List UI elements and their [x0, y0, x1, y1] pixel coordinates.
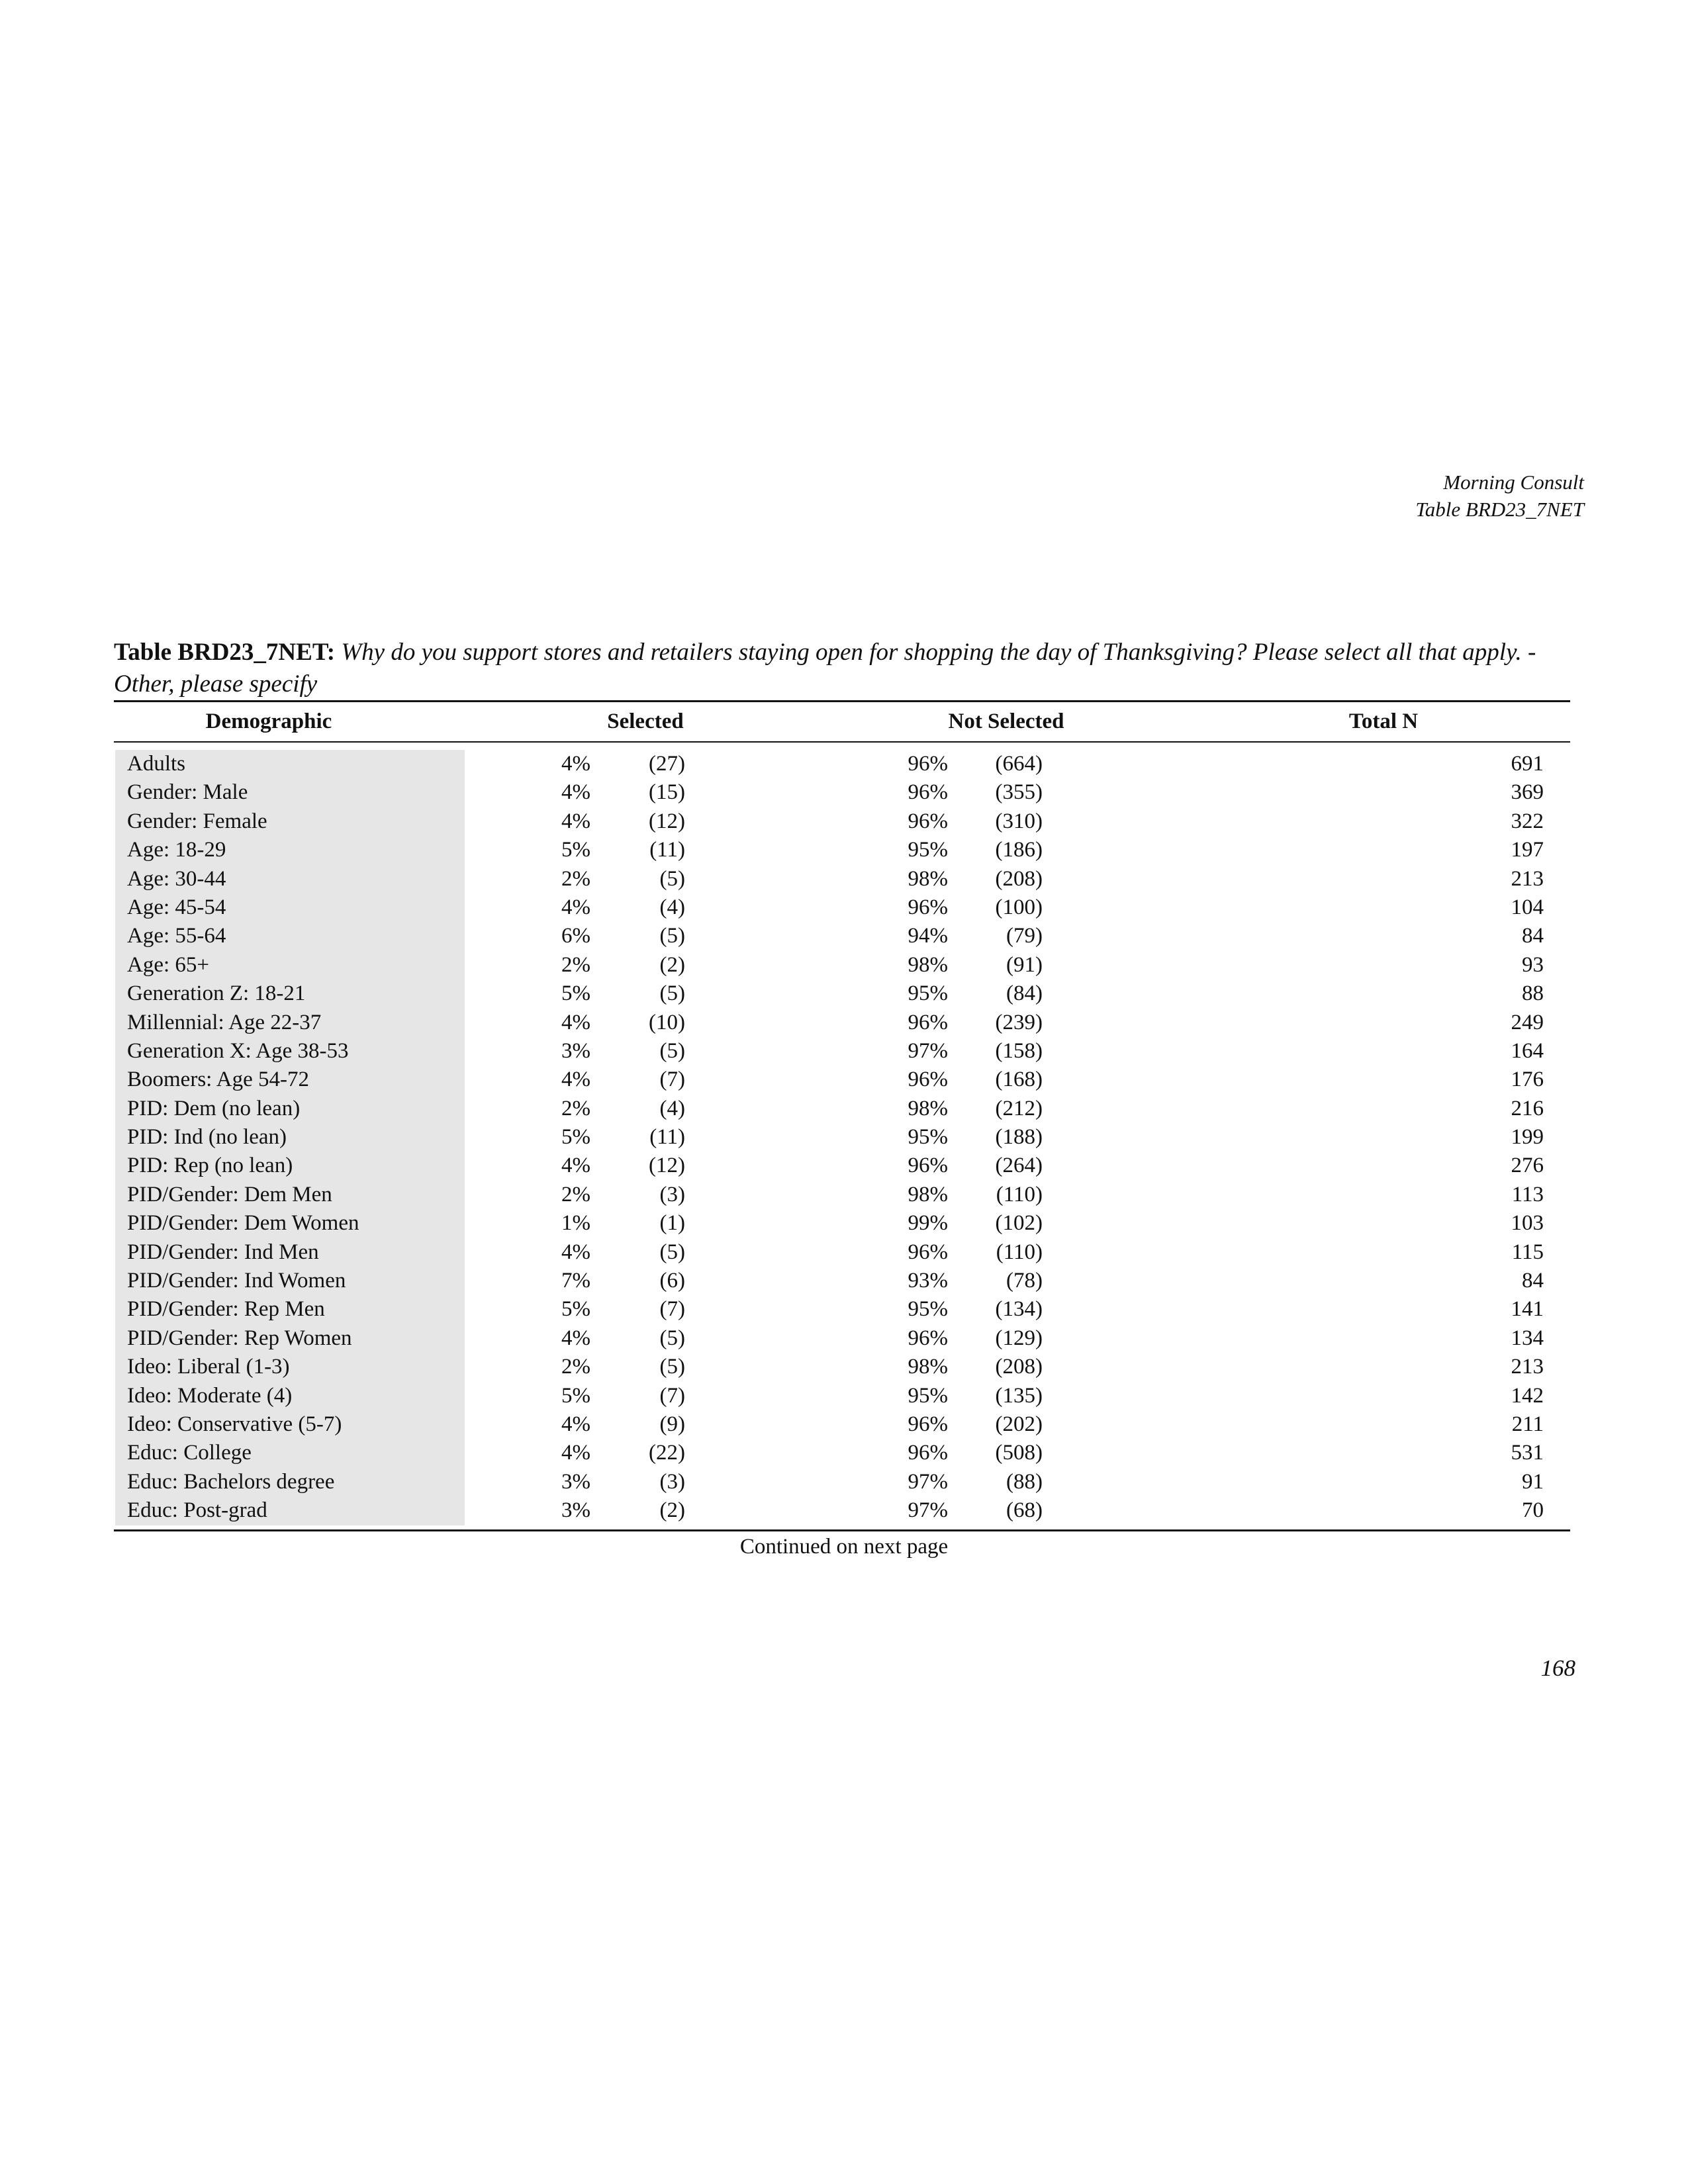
table-top-rule: [114, 700, 1570, 702]
total-n: 115: [1511, 1240, 1544, 1264]
row-label: PID/Gender: Dem Women: [127, 1211, 359, 1236]
not-selected-count: (68): [1006, 1498, 1043, 1523]
table-row: [0, 1295, 1688, 1324]
not-selected-percent: 97%: [908, 1469, 948, 1494]
row-label: PID/Gender: Dem Men: [127, 1182, 332, 1206]
total-n: 113: [1511, 1182, 1544, 1206]
selected-percent: 4%: [561, 1154, 590, 1178]
row-label: Age: 55-64: [127, 924, 226, 948]
selected-percent: 4%: [561, 780, 590, 805]
not-selected-count: (102): [995, 1211, 1043, 1236]
selected-count: (12): [649, 809, 685, 833]
table-row: [0, 1324, 1688, 1353]
row-label: Ideo: Conservative (5-7): [127, 1412, 342, 1436]
row-label: Age: 18-29: [127, 838, 226, 862]
selected-count: (15): [649, 780, 685, 805]
not-selected-percent: 98%: [908, 952, 948, 977]
selected-count: (6): [659, 1269, 685, 1293]
col-header-not-selected: Not Selected: [948, 709, 1064, 733]
row-label: Gender: Male: [127, 780, 248, 805]
selected-count: (5): [659, 1326, 685, 1350]
header-table-id: Table BRD23_7NET: [1415, 498, 1584, 521]
selected-count: (11): [649, 1125, 685, 1150]
row-label: Ideo: Liberal (1-3): [127, 1355, 290, 1379]
selected-count: (1): [659, 1211, 685, 1236]
not-selected-percent: 96%: [908, 895, 948, 919]
table-body: [0, 750, 1688, 1525]
selected-count: (3): [659, 1469, 685, 1494]
selected-count: (2): [659, 952, 685, 977]
row-label: Adults: [127, 752, 186, 776]
table-row: [0, 865, 1688, 893]
total-n: 249: [1511, 1010, 1544, 1034]
not-selected-percent: 95%: [908, 981, 948, 1006]
selected-percent: 5%: [561, 981, 590, 1006]
not-selected-percent: 93%: [908, 1269, 948, 1293]
table-row: [0, 1468, 1688, 1496]
selected-percent: 4%: [561, 1326, 590, 1350]
total-n: 142: [1511, 1383, 1544, 1408]
row-label: Millennial: Age 22-37: [127, 1010, 322, 1034]
not-selected-percent: 98%: [908, 1096, 948, 1120]
not-selected-count: (78): [1006, 1269, 1043, 1293]
selected-count: (4): [659, 1096, 685, 1120]
not-selected-count: (84): [1006, 981, 1043, 1006]
table-row: [0, 979, 1688, 1008]
not-selected-count: (100): [995, 895, 1043, 919]
selected-count: (27): [649, 752, 685, 776]
col-header-total-n: Total N: [1348, 709, 1419, 733]
row-label: Generation Z: 18-21: [127, 981, 306, 1006]
table-row: [0, 1209, 1688, 1238]
not-selected-percent: 96%: [908, 780, 948, 805]
not-selected-count: (208): [995, 1355, 1043, 1379]
selected-percent: 5%: [561, 1125, 590, 1150]
selected-percent: 6%: [561, 924, 590, 948]
row-label: Ideo: Moderate (4): [127, 1383, 293, 1408]
selected-percent: 4%: [561, 752, 590, 776]
total-n: 211: [1511, 1412, 1544, 1436]
not-selected-count: (79): [1006, 924, 1043, 948]
not-selected-percent: 96%: [908, 1154, 948, 1178]
selected-count: (22): [649, 1441, 685, 1465]
not-selected-percent: 96%: [908, 1010, 948, 1034]
not-selected-percent: 95%: [908, 1383, 948, 1408]
row-label: Boomers: Age 54-72: [127, 1068, 309, 1092]
selected-percent: 5%: [561, 1297, 590, 1322]
not-selected-percent: 95%: [908, 1125, 948, 1150]
selected-percent: 4%: [561, 895, 590, 919]
total-n: 276: [1511, 1154, 1544, 1178]
row-label: PID/Gender: Ind Women: [127, 1269, 346, 1293]
selected-count: (7): [659, 1068, 685, 1092]
table-row: [0, 1181, 1688, 1209]
selected-percent: 2%: [561, 1355, 590, 1379]
not-selected-count: (664): [995, 752, 1043, 776]
row-label: PID: Rep (no lean): [127, 1154, 293, 1178]
table-row: [0, 1410, 1688, 1439]
total-n: 84: [1522, 1269, 1544, 1293]
row-label: Educ: Bachelors degree: [127, 1469, 335, 1494]
total-n: 199: [1511, 1125, 1544, 1150]
total-n: 93: [1522, 952, 1544, 977]
not-selected-count: (88): [1006, 1469, 1043, 1494]
selected-percent: 4%: [561, 1240, 590, 1264]
not-selected-percent: 96%: [908, 1326, 948, 1350]
row-label: Educ: Post-grad: [127, 1498, 267, 1523]
not-selected-count: (135): [995, 1383, 1043, 1408]
not-selected-count: (188): [995, 1125, 1043, 1150]
table-caption: [114, 637, 1570, 700]
selected-percent: 4%: [561, 1441, 590, 1465]
row-label: Generation X: Age 38-53: [127, 1038, 349, 1063]
not-selected-percent: 96%: [908, 1412, 948, 1436]
table-row: [0, 1267, 1688, 1295]
not-selected-percent: 95%: [908, 838, 948, 862]
not-selected-percent: 96%: [908, 1240, 948, 1264]
row-label: Age: 45-54: [127, 895, 226, 919]
not-selected-count: (508): [995, 1441, 1043, 1465]
not-selected-count: (168): [995, 1068, 1043, 1092]
not-selected-count: (208): [995, 866, 1043, 891]
selected-count: (7): [659, 1297, 685, 1322]
total-n: 104: [1511, 895, 1544, 919]
not-selected-percent: 96%: [908, 1441, 948, 1465]
selected-percent: 2%: [561, 1096, 590, 1120]
selected-count: (3): [659, 1182, 685, 1206]
selected-count: (5): [659, 924, 685, 948]
table-row: [0, 750, 1688, 778]
table-header-rule: [114, 741, 1570, 743]
not-selected-count: (110): [996, 1182, 1043, 1206]
selected-percent: 2%: [561, 1182, 590, 1206]
table-row: [0, 1066, 1688, 1094]
col-header-demographic: Demographic: [205, 709, 332, 733]
header-org: Morning Consult: [1443, 471, 1584, 494]
table-row: [0, 1009, 1688, 1037]
table-row: [0, 1353, 1688, 1381]
selected-count: (5): [659, 866, 685, 891]
selected-count: (2): [659, 1498, 685, 1523]
total-n: 531: [1511, 1441, 1544, 1465]
total-n: 322: [1511, 809, 1544, 833]
total-n: 134: [1511, 1326, 1544, 1350]
continued-note: Continued on next page: [739, 1535, 949, 1559]
not-selected-percent: 96%: [908, 1068, 948, 1092]
selected-count: (5): [659, 1355, 685, 1379]
not-selected-percent: 98%: [908, 1182, 948, 1206]
total-n: 197: [1511, 838, 1544, 862]
not-selected-percent: 98%: [908, 1355, 948, 1379]
total-n: 70: [1522, 1498, 1544, 1523]
table-bottom-rule: [114, 1529, 1570, 1531]
total-n: 91: [1522, 1469, 1544, 1494]
selected-percent: 5%: [561, 838, 590, 862]
table-row: [0, 1152, 1688, 1180]
not-selected-count: (110): [996, 1240, 1043, 1264]
row-label: PID: Ind (no lean): [127, 1125, 287, 1150]
selected-count: (4): [659, 895, 685, 919]
selected-percent: 3%: [561, 1498, 590, 1523]
row-label: PID: Dem (no lean): [127, 1096, 301, 1120]
table-row: [0, 778, 1688, 807]
not-selected-count: (134): [995, 1297, 1043, 1322]
not-selected-percent: 95%: [908, 1297, 948, 1322]
selected-percent: 3%: [561, 1038, 590, 1063]
row-label: Age: 30-44: [127, 866, 226, 891]
not-selected-percent: 97%: [908, 1498, 948, 1523]
selected-percent: 2%: [561, 952, 590, 977]
not-selected-percent: 94%: [908, 924, 948, 948]
table-row: [0, 1037, 1688, 1066]
not-selected-count: (355): [995, 780, 1043, 805]
row-label: PID/Gender: Rep Men: [127, 1297, 325, 1322]
selected-percent: 7%: [561, 1269, 590, 1293]
selected-percent: 4%: [561, 1068, 590, 1092]
table-row: [0, 1439, 1688, 1467]
not-selected-percent: 98%: [908, 866, 948, 891]
selected-percent: 4%: [561, 1010, 590, 1034]
row-label: PID/Gender: Ind Men: [127, 1240, 319, 1264]
table-row: [0, 1095, 1688, 1123]
selected-count: (7): [659, 1383, 685, 1408]
selected-percent: 1%: [561, 1211, 590, 1236]
selected-percent: 3%: [561, 1469, 590, 1494]
page-number: 168: [1540, 1655, 1575, 1681]
selected-count: (11): [649, 838, 685, 862]
table-row: [0, 922, 1688, 950]
not-selected-count: (158): [995, 1038, 1043, 1063]
not-selected-count: (239): [995, 1010, 1043, 1034]
selected-percent: 4%: [561, 1412, 590, 1436]
total-n: 213: [1511, 866, 1544, 891]
total-n: 691: [1511, 752, 1544, 776]
not-selected-count: (212): [995, 1096, 1043, 1120]
selected-count: (5): [659, 1038, 685, 1063]
total-n: 141: [1511, 1297, 1544, 1322]
not-selected-count: (310): [995, 809, 1043, 833]
selected-count: (5): [659, 1240, 685, 1264]
selected-percent: 4%: [561, 809, 590, 833]
total-n: 88: [1522, 981, 1544, 1006]
total-n: 369: [1511, 780, 1544, 805]
total-n: 103: [1511, 1211, 1544, 1236]
total-n: 176: [1511, 1068, 1544, 1092]
total-n: 213: [1511, 1355, 1544, 1379]
row-label: Gender: Female: [127, 809, 267, 833]
not-selected-count: (186): [995, 838, 1043, 862]
table-row: [0, 1382, 1688, 1410]
selected-count: (9): [659, 1412, 685, 1436]
caption-question: Why do you support stores and retailers staying open for shopping the day of Thanksgiving? Please select all that apply. - Other, please specify: [114, 639, 1536, 698]
not-selected-count: (91): [1006, 952, 1043, 977]
not-selected-percent: 99%: [908, 1211, 948, 1236]
not-selected-percent: 97%: [908, 1038, 948, 1063]
total-n: 84: [1522, 924, 1544, 948]
table-row: [0, 1496, 1688, 1525]
selected-count: (12): [649, 1154, 685, 1178]
page-header: [1415, 469, 1584, 523]
not-selected-percent: 96%: [908, 752, 948, 776]
selected-percent: 2%: [561, 866, 590, 891]
table-row: [0, 1123, 1688, 1152]
selected-count: (5): [659, 981, 685, 1006]
table-row: [0, 951, 1688, 979]
table-row: [0, 1238, 1688, 1267]
table-row: [0, 836, 1688, 864]
row-label: Educ: College: [127, 1441, 252, 1465]
table-row: [0, 807, 1688, 836]
row-label: Age: 65+: [127, 952, 210, 977]
not-selected-count: (129): [995, 1326, 1043, 1350]
selected-count: (10): [649, 1010, 685, 1034]
not-selected-count: (202): [995, 1412, 1043, 1436]
caption-label: Table BRD23_7NET:: [114, 639, 336, 666]
selected-percent: 5%: [561, 1383, 590, 1408]
row-label: PID/Gender: Rep Women: [127, 1326, 352, 1350]
not-selected-percent: 96%: [908, 809, 948, 833]
not-selected-count: (264): [995, 1154, 1043, 1178]
total-n: 164: [1511, 1038, 1544, 1063]
total-n: 216: [1511, 1096, 1544, 1120]
table-row: [0, 893, 1688, 922]
col-header-selected: Selected: [607, 709, 684, 733]
